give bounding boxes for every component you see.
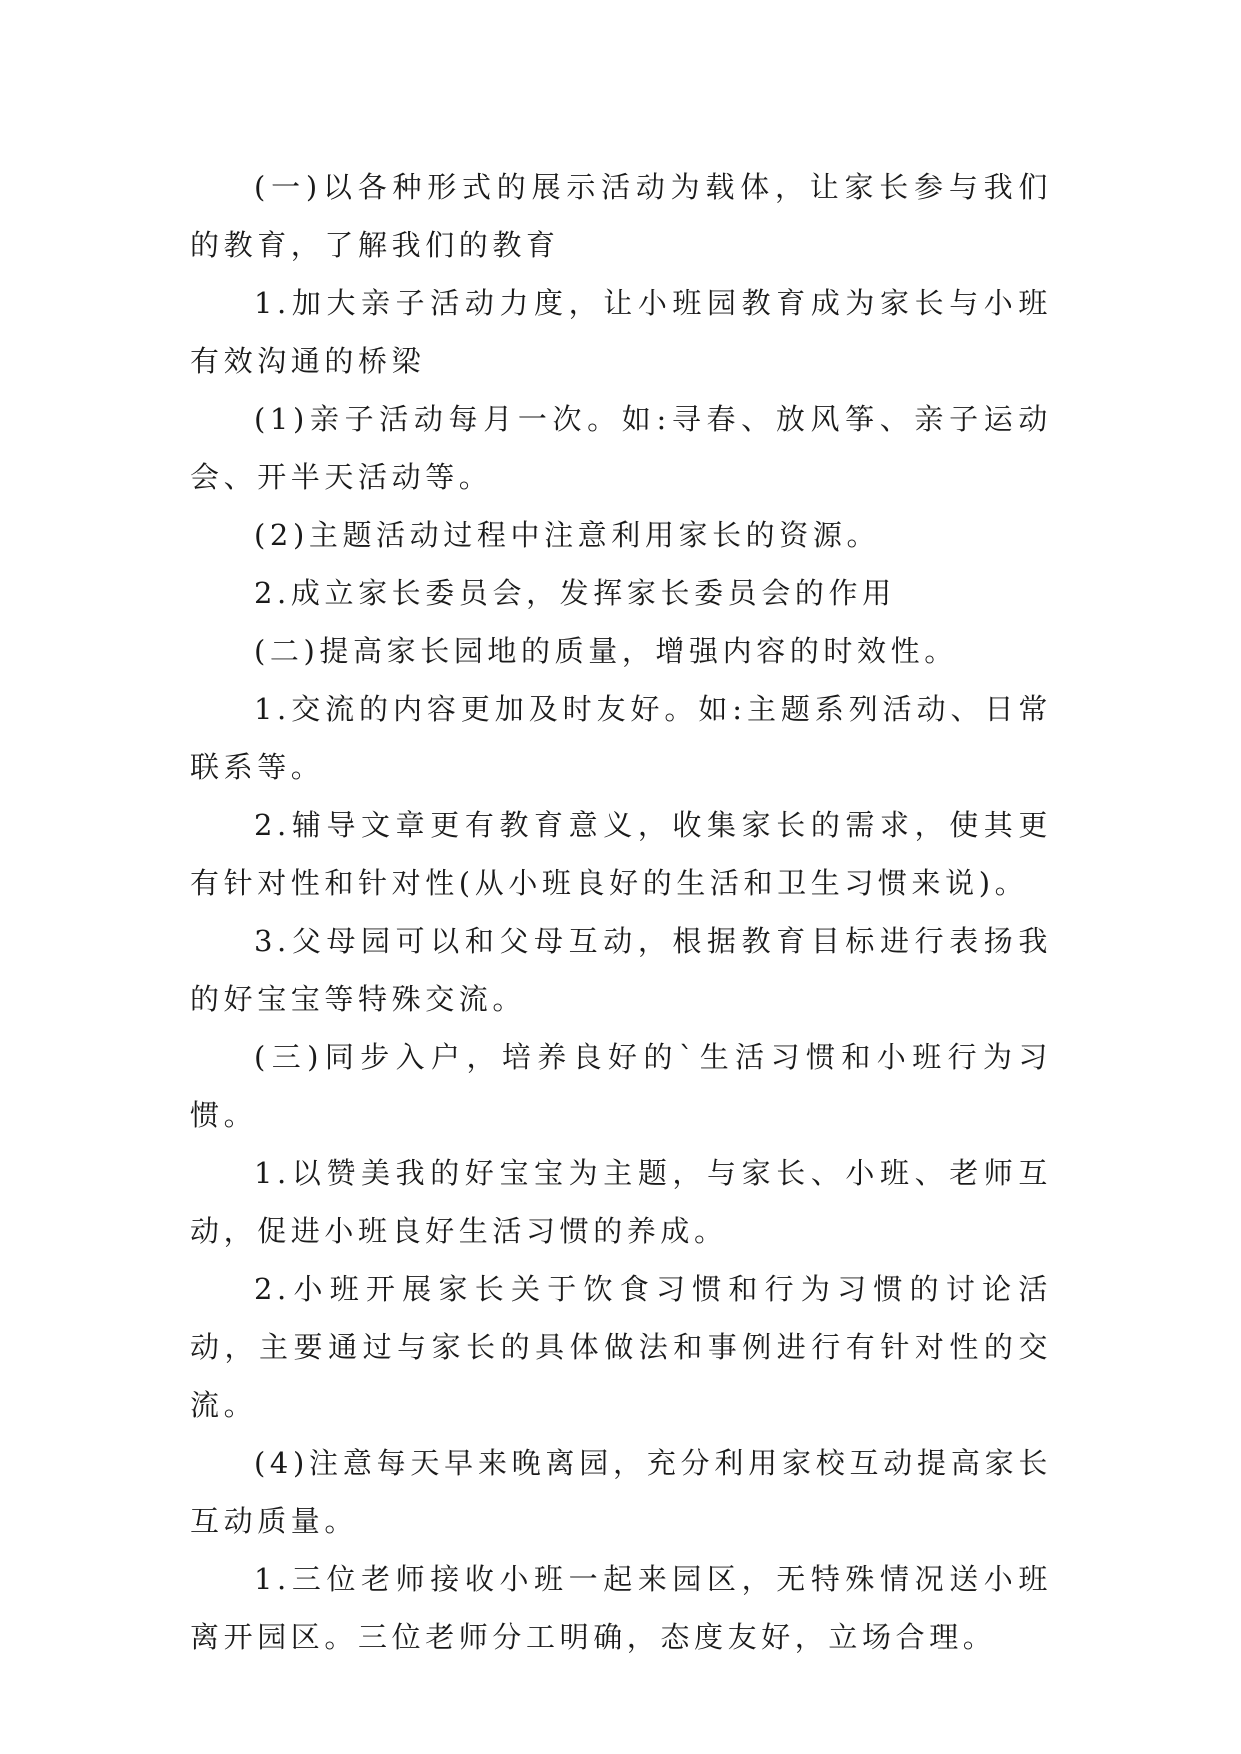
paragraph: 1.交流的内容更加及时友好。如:主题系列活动、日常联系等。 bbox=[190, 692, 1052, 784]
paragraph-heading-4: (4)注意每天早来晚离园，充分利用家校互动提高家长互动质量。 bbox=[190, 1446, 1052, 1538]
paragraph: 1.三位老师接收小班一起来园区，无特殊情况送小班离开园区。三位老师分工明确，态度友好，立场合理。 bbox=[190, 1562, 1052, 1654]
paragraph: (2)主题活动过程中注意利用家长的资源。 bbox=[254, 518, 881, 552]
paragraph-heading-3: (三)同步入户，培养良好的`生活习惯和小班行为习惯。 bbox=[190, 1040, 1052, 1132]
paragraph: (1)亲子活动每月一次。如:寻春、放风筝、亲子运动会、开半天活动等。 bbox=[190, 402, 1052, 494]
document-body bbox=[190, 158, 1052, 1666]
paragraph: 2.成立家长委员会，发挥家长委员会的作用 bbox=[254, 576, 896, 610]
paragraph: 1.加大亲子活动力度，让小班园教育成为家长与小班有效沟通的桥梁 bbox=[190, 286, 1052, 378]
paragraph: 1.以赞美我的好宝宝为主题，与家长、小班、老师互动，促进小班良好生活习惯的养成。 bbox=[190, 1156, 1052, 1248]
paragraph: 2.小班开展家长关于饮食习惯和行为习惯的讨论活动，主要通过与家长的具体做法和事例进行有针对性的交流。 bbox=[190, 1272, 1052, 1422]
paragraph: 2.辅导文章更有教育意义，收集家长的需求，使其更有针对性和针对性(从小班良好的生活和卫生习惯来说)。 bbox=[190, 808, 1052, 900]
paragraph-heading-1: (一)以各种形式的展示活动为载体，让家长参与我们的教育，了解我们的教育 bbox=[190, 170, 1052, 262]
paragraph: 3.父母园可以和父母互动，根据教育目标进行表扬我的好宝宝等特殊交流。 bbox=[190, 924, 1052, 1016]
paragraph-heading-2: (二)提高家长园地的质量，增强内容的时效性。 bbox=[254, 634, 958, 668]
